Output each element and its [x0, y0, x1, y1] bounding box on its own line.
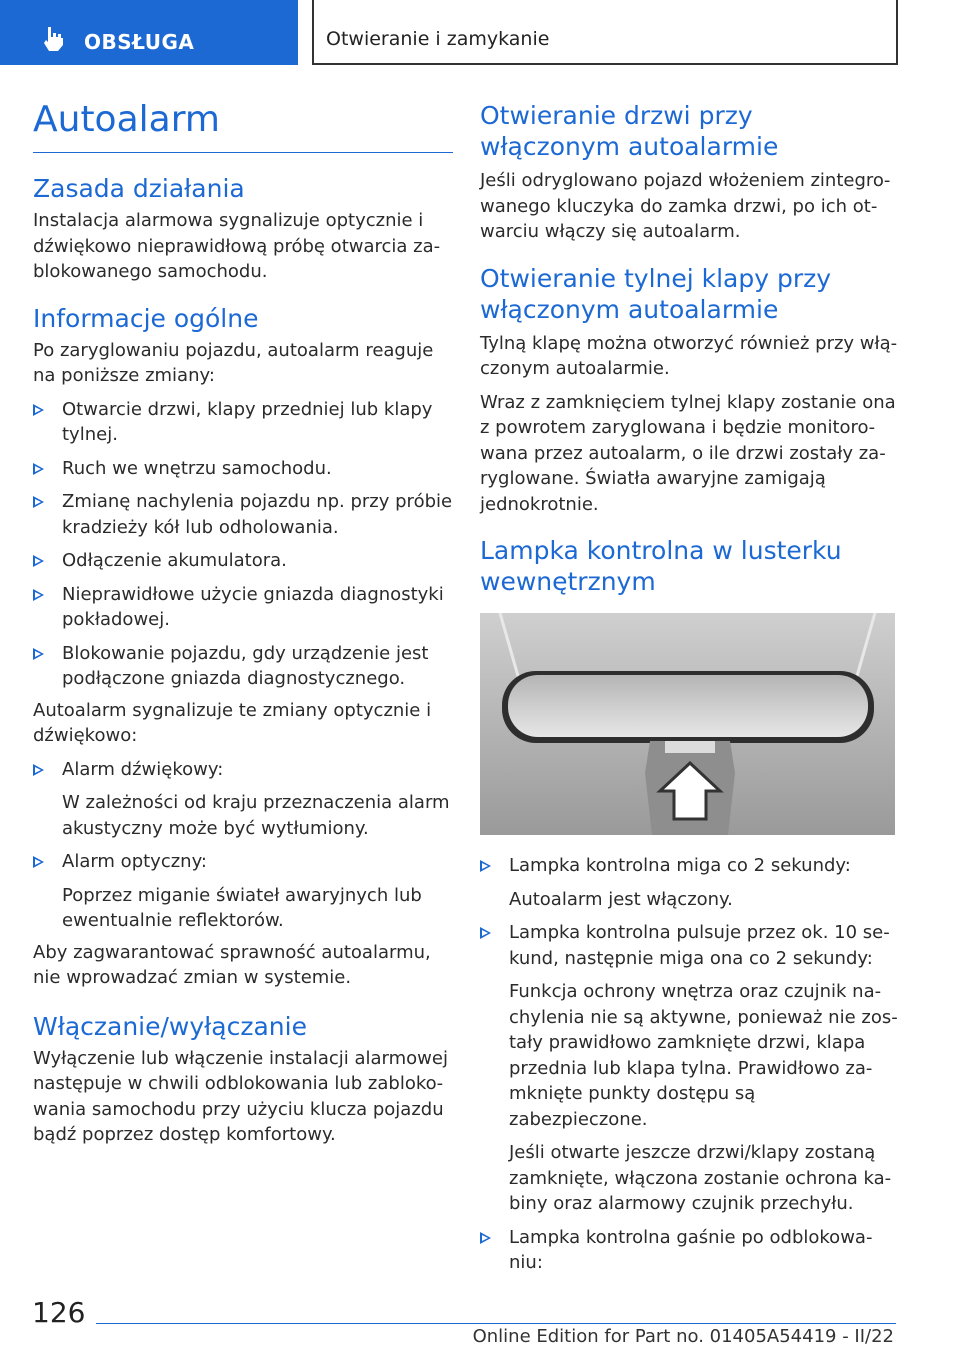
bullet-triangle-icon: [33, 496, 44, 508]
bullet-triangle-icon: [33, 648, 44, 660]
section-tab: [0, 0, 298, 65]
page-title: Autoalarm: [33, 99, 220, 140]
list-subtext: W zależności od kraju przeznaczenia alarm akustyczny może być wytłumiony.: [62, 792, 450, 839]
para-warning: Aby zagwarantować sprawność autoalarmu, nie wprowadzać zmian w systemie.: [33, 941, 431, 988]
para-klapa-2: Wraz z zamknięciem tylnej klapy zostanie ona z powrotem zaryglowana i będzie monitorowana przez autoalarm, o ile drzwi zostały zaryglowane. Światła awaryjne zamigają jednokrotnie.: [480, 391, 896, 515]
heading-klapa: Otwieranie tylnej klapy przy włączonym autoalarmie: [480, 263, 832, 324]
list-subtext: Poprzez miganie świateł awaryjnych lub ewentualnie reflektorów.: [62, 884, 422, 931]
footer-edition: Online Edition for Part no. 01405A54419 - II/22: [472, 1326, 894, 1347]
rearview-mirror-illustration: [480, 613, 895, 835]
bullet-triangle-icon: [33, 463, 44, 475]
list-item: Blokowanie pojazdu, gdy urządzenie jest podłączone gniazda diagnostycznego.: [33, 641, 453, 692]
page-number: 126: [32, 1296, 86, 1329]
changes-list: [33, 397, 453, 692]
bullet-triangle-icon: [33, 555, 44, 567]
left-column: [33, 96, 453, 1148]
bullet-triangle-icon: [480, 927, 491, 939]
list-item: Odłączenie akumulatora.: [33, 548, 453, 574]
mirror-photo: [480, 613, 898, 839]
list-subtext: Funkcja ochrony wnętrza oraz czujnik nachylenia nie są aktywne, ponieważ nie zostały prawidłowo zamknięte drzwi, klapa przednia lub klapa tylna. Prawidłowo zamknięte punkty dostępu są zabezpieczone.: [509, 981, 898, 1130]
list-subtext: Jeśli otwarte jeszcze drzwi/klapy zostaną zamknięte, włączona zostanie ochrona kabiny oraz alarmowy czujnik przechyłu.: [509, 1142, 892, 1214]
heading-zasada: Zasada działania: [33, 174, 245, 203]
para-zasada: Instalacja alarmowa sygnalizuje optycznie i dźwiękowo nieprawidłową próbę otwarcia zablokowanego samochodu.: [33, 210, 441, 282]
section-label: OBSŁUGA: [84, 30, 195, 54]
para-signal: Autoalarm sygnalizuje te zmiany optycznie i dźwiękowo:: [33, 699, 432, 746]
list-item: Lampka kontrolna pulsuje przez ok. 10 sekund, następnie miga ona co 2 sekundy: Funkcja ochrony wnętrza oraz czujnik nachylenia nie są aktywne, ponieważ nie zostały prawidłowo zamknięte drzwi, klapa przednia lub klapa tylna. Prawidłowo zamknięte punkty dostępu są zabezpieczone. Jeśli otwarte jeszcze drzwi/klapy zostaną zamknięte, włączona zostanie ochrona kabiny oraz alarmowy czujnik przechyłu.: [480, 920, 898, 1217]
hand-pointer-icon: [40, 25, 66, 57]
right-column: [480, 100, 898, 1276]
list-item: Zmianę nachylenia pojazdu np. przy próbie kradzieży kół lub odholowania.: [33, 489, 453, 540]
list-item: Ruch we wnętrzu samochodu.: [33, 456, 453, 482]
lamp-list: [480, 853, 898, 1276]
para-info: Po zaryglowaniu pojazdu, autoalarm reaguje na poniższe zmiany:: [33, 339, 434, 386]
bullet-triangle-icon: [480, 1232, 491, 1244]
list-item: Lampka kontrolna miga co 2 sekundy: Autoalarm jest włączony.: [480, 853, 898, 912]
heading-info: Informacje ogólne: [33, 303, 259, 333]
bullet-triangle-icon: [33, 764, 44, 776]
bullet-triangle-icon: [33, 404, 44, 416]
para-drzwi: Jeśli odryglowano pojazd włożeniem zintegrowanego kluczyka do zamka drzwi, po ich otwarciu włączy się autoalarm.: [480, 170, 891, 242]
list-item: Lampka kontrolna gaśnie po odblokowaniu:: [480, 1225, 898, 1276]
heading-wlaczanie: Włączanie/wyłączanie: [33, 1011, 307, 1041]
para-wlaczanie: Wyłączenie lub włączenie instalacji alarmowej następuje w chwili odblokowania lub zablokowania samochodu przy użyciu klucza pojazdu bądź poprzez dostęp komfortowy.: [33, 1047, 448, 1145]
list-subtext: Autoalarm jest włączony.: [509, 888, 733, 910]
chapter-header: [312, 0, 898, 65]
chapter-title: Otwieranie i zamykanie: [326, 28, 550, 50]
list-item: Alarm optyczny: Poprzez miganie świateł awaryjnych lub ewentualnie reflektorów.: [33, 849, 453, 934]
bullet-triangle-icon: [33, 856, 44, 868]
heading-drzwi: Otwieranie drzwi przy włączonym autoalarmie: [480, 101, 779, 161]
signal-list: [33, 757, 453, 934]
heading-lampka: Lampka kontrolna w lusterku wewnętrznym: [480, 536, 842, 596]
para-klapa-1: Tylną klapę można otworzyć również przy włączonym autoalarmie.: [480, 332, 898, 379]
list-item: Nieprawidłowe użycie gniazda diagnostyki pokładowej.: [33, 582, 453, 633]
footer-divider: [96, 1323, 896, 1324]
list-item: Otwarcie drzwi, klapy przedniej lub klapy tylnej.: [33, 397, 453, 448]
list-item: Alarm dźwiękowy: W zależności od kraju przeznaczenia alarm akustyczny może być wytłumiony.: [33, 757, 453, 842]
bullet-triangle-icon: [480, 860, 491, 872]
bullet-triangle-icon: [33, 589, 44, 601]
title-divider: [33, 152, 453, 153]
